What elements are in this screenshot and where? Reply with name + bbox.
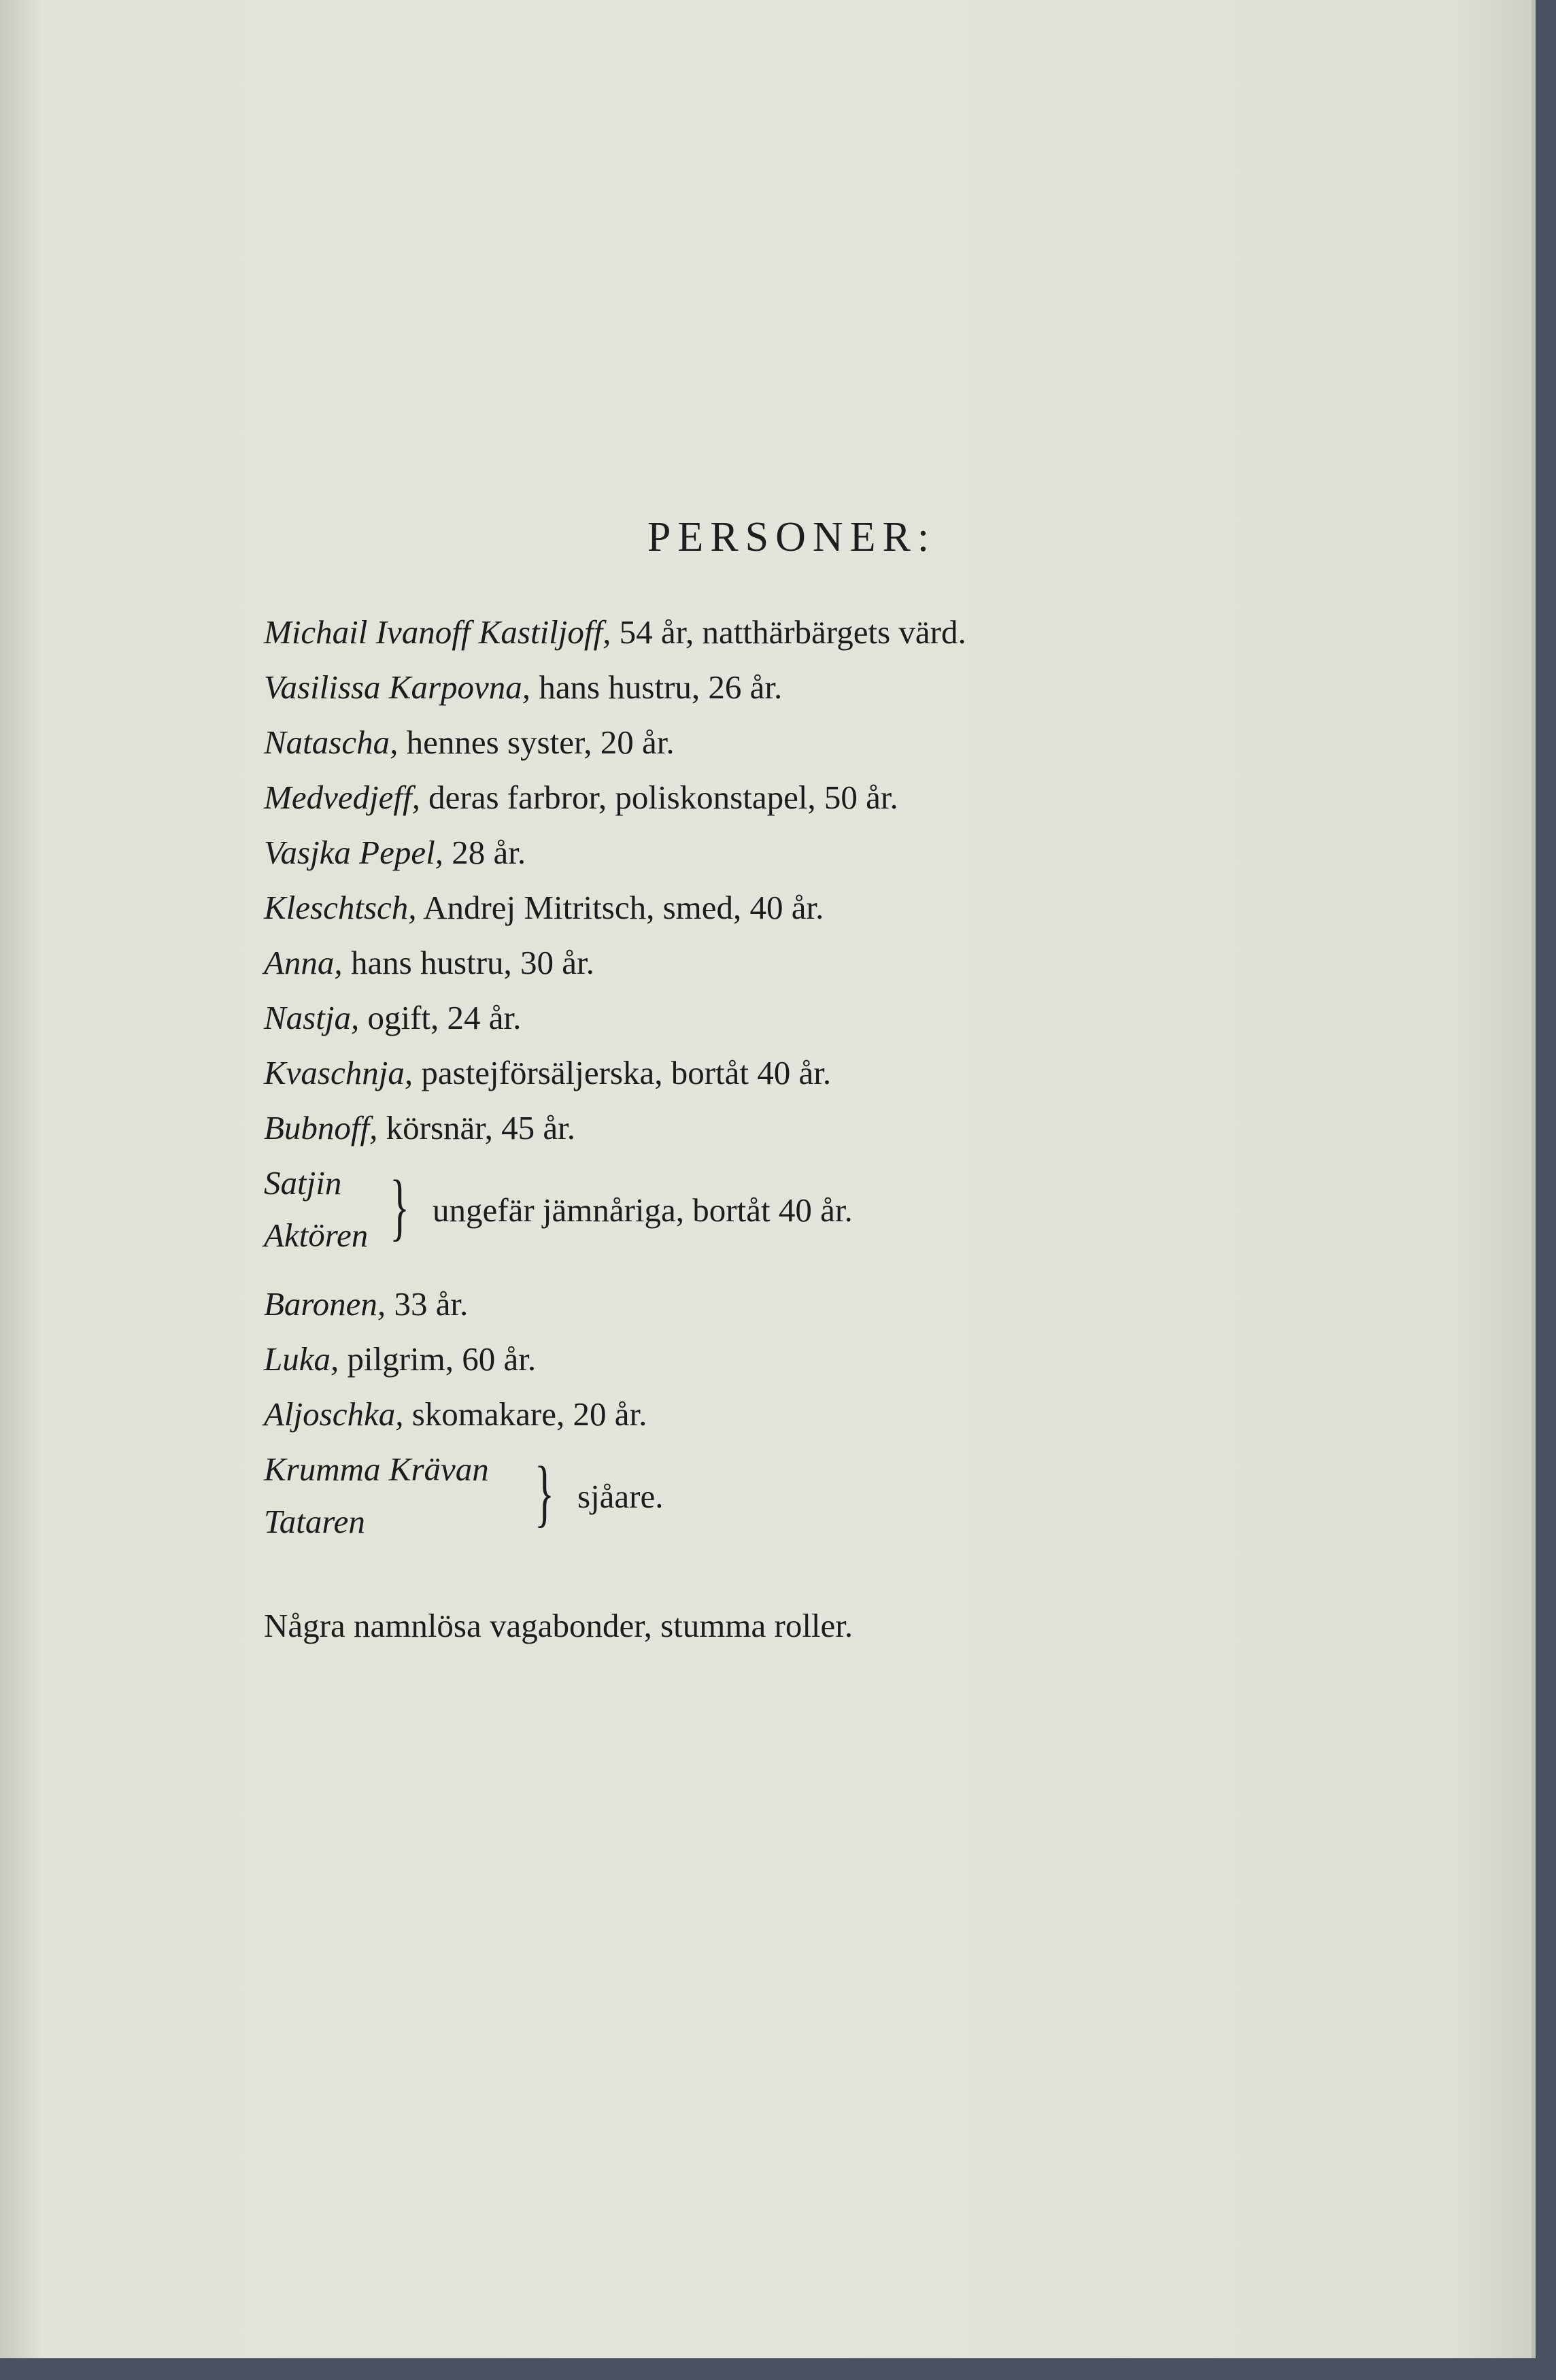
group-description: sjåare. [577, 1478, 664, 1515]
page-edge-shadow [0, 0, 41, 2358]
page-heading: PERSONER: [647, 514, 936, 560]
character-description: ogift, 24 år. [359, 999, 522, 1036]
character-description: pastejförsäljerska, bortåt 40 år. [413, 1054, 832, 1091]
character-description: hans hustru, 30 år. [342, 944, 594, 981]
character-description: Andrej Mitritsch, smed, 40 år. [416, 889, 824, 926]
character-name: Kvaschnja, [264, 1054, 413, 1091]
character-description: 28 år. [443, 834, 526, 871]
character-entry [264, 726, 675, 759]
character-description: körsnär, 45 år. [377, 1109, 576, 1146]
character-name: Tataren [264, 1503, 365, 1540]
character-description: 33 år. [386, 1285, 469, 1323]
character-name: Krumma Krävan [264, 1450, 489, 1488]
character-name: Medvedjeff, [264, 779, 420, 816]
character-entry [264, 1056, 831, 1089]
character-name: Vasjka Pepel, [264, 834, 443, 871]
character-name: Aljoschka, [264, 1395, 404, 1433]
character-description: 54 år, natthärbärgets värd. [611, 613, 966, 651]
character-entry [264, 1397, 647, 1431]
character-name: Nastja, [264, 999, 360, 1036]
character-description: skomakare, 20 år. [403, 1395, 647, 1433]
character-description: deras farbror, poliskonstapel, 50 år. [420, 779, 898, 816]
character-description: pilgrim, 60 år. [339, 1340, 537, 1378]
character-entry [264, 891, 824, 924]
character-name: Satjin [264, 1164, 342, 1202]
character-group [264, 1166, 1080, 1275]
character-entry [264, 670, 782, 704]
character-name: Anna, [264, 944, 343, 981]
character-description: hennes syster, 20 år. [398, 724, 675, 761]
group-description: ungefär jämnåriga, bortåt 40 år. [433, 1191, 853, 1229]
right-brace-icon: } [535, 1451, 555, 1534]
character-entry [264, 615, 966, 649]
character-group [264, 1452, 1080, 1561]
character-entry [264, 781, 898, 814]
character-entry [264, 836, 526, 869]
character-entry [264, 946, 594, 979]
character-name: Michail Ivanoff Kastiljoff, [264, 613, 611, 651]
character-entry [264, 1287, 468, 1321]
character-entry [264, 1111, 575, 1144]
footer-note: Några namnlösa vagabonder, stumma roller. [264, 1607, 853, 1644]
character-entry [264, 1342, 536, 1376]
character-description: hans hustru, 26 år. [530, 668, 783, 706]
character-entry [264, 1001, 521, 1034]
character-name: Natascha, [264, 724, 399, 761]
character-name: Kleschtsch, [264, 889, 417, 926]
right-brace-icon: } [390, 1165, 410, 1248]
character-name: Vasilissa Karpovna, [264, 668, 531, 706]
character-name: Baronen, [264, 1285, 386, 1323]
character-name: Aktören [264, 1217, 369, 1254]
character-name: Bubnoff, [264, 1109, 378, 1146]
character-name: Luka, [264, 1340, 339, 1378]
